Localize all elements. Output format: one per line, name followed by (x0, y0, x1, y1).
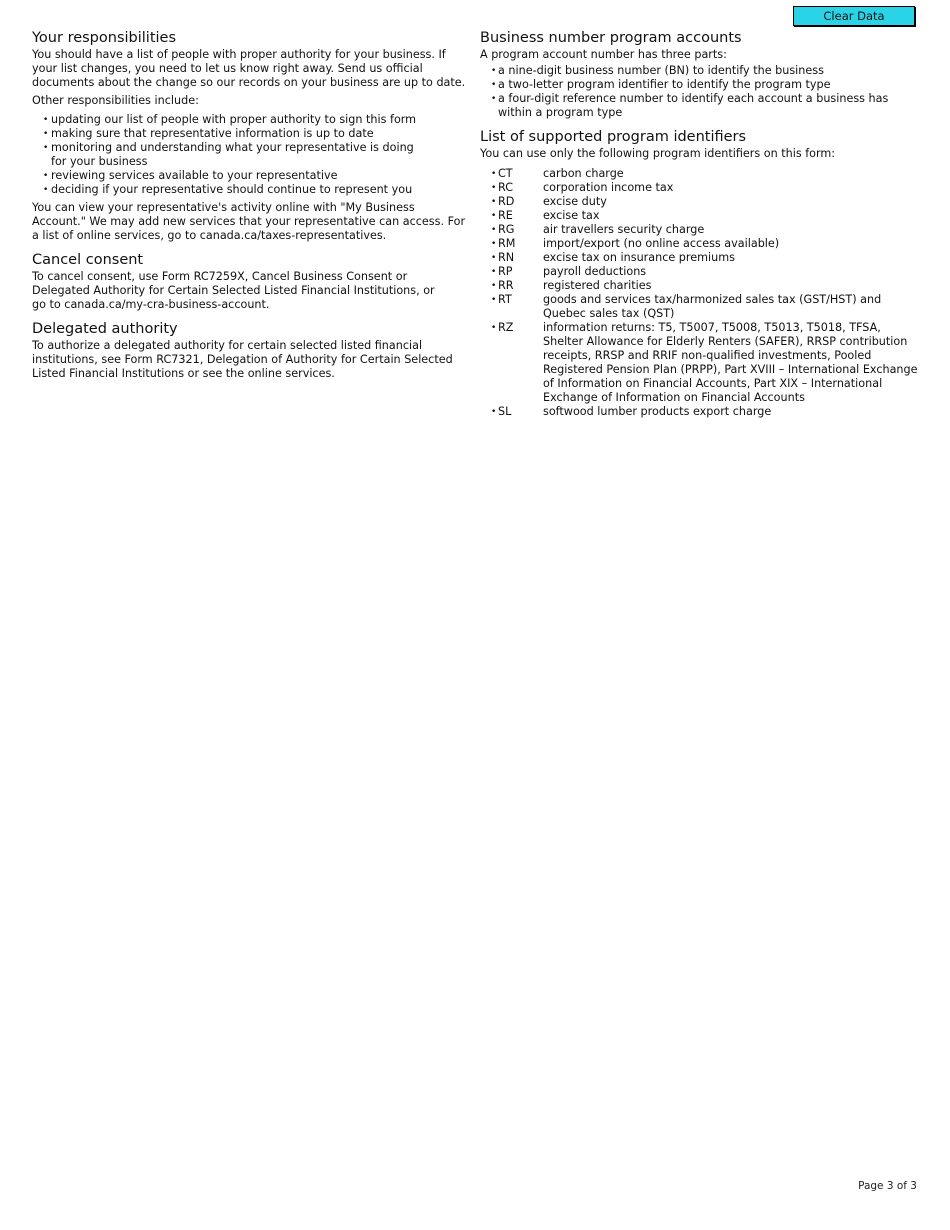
list-item (480, 209, 920, 223)
list-item (480, 265, 920, 279)
list-item (480, 279, 920, 293)
program-identifiers-list (480, 167, 920, 419)
clear-data-button[interactable]: Clear Data (793, 6, 915, 26)
list-item: • updating our list of people with proper authority to sign this form (32, 113, 468, 127)
delegated-authority-text: To authorize a delegated authority for certain selected listed financial institutions, see Form RC7321, Delegation of Authority for Certain Selected Listed Financial Institutions or see the online services. (32, 339, 453, 380)
cancel-consent-text: To cancel consent, use Form RC7259X, Cancel Business Consent or Delegated Authority for Certain Selected Listed Financial Institutions, or go to canada.ca/my-cra-business-account. (32, 270, 435, 311)
program-description: information returns: T5, T5007, T5008, T5013, T5018, TFSA, Shelter Allowance for Elderly Renters (SAFER), RRSP contribution receipts, RRSP and RRIF non-qualified investments, Pooled Registered Pension Plan (PRPP), Part XVIII – International Exchange of Information on Financial Accounts, Part XIX – International Exchange of Information on Financial Accounts (543, 321, 918, 404)
program-identifiers-intro: You can use only the following program identifiers on this form: (480, 147, 836, 160)
page-number: Page 3 of 3 (858, 1180, 917, 1192)
bn-parts-list (480, 64, 920, 120)
program-code: • SL (498, 405, 512, 418)
responsibilities-intro: You should have a list of people with proper authority for your business. If your list changes, you need to let us know right away. Send us official documents about the change so our records on your business are up to date. (32, 48, 466, 89)
list-item (480, 293, 920, 321)
bn-intro: A program account number has three parts: (480, 48, 727, 61)
list-item (480, 321, 920, 405)
program-description: corporation income tax (543, 181, 674, 194)
program-code: • RT (498, 293, 512, 306)
list-item (480, 181, 920, 195)
program-description: payroll deductions (543, 265, 647, 278)
list-item (480, 223, 920, 237)
bn-heading: Business number program accounts (480, 30, 742, 46)
list-item: • monitoring and understanding what your representative is doing for your business (32, 141, 468, 169)
left-column (32, 29, 468, 381)
online-services-text: You can view your representative's activity online with "My Business Account." We may add new services that your representative can access. For a list of online services, go to canada.ca/taxes-representatives. (32, 201, 466, 242)
list-item (480, 195, 920, 209)
bn-section (480, 29, 920, 120)
delegated-authority-heading: Delegated authority (32, 321, 178, 337)
delegated-authority-section (32, 320, 468, 381)
program-description: excise tax (543, 209, 600, 222)
program-code: • RP (498, 265, 513, 278)
program-code: • RR (498, 279, 514, 292)
cancel-consent-section (32, 251, 468, 312)
program-code: • RE (498, 209, 513, 222)
list-item: • a two-letter program identifier to identify the program type (480, 78, 920, 92)
program-code: • RZ (498, 321, 514, 334)
program-description: softwood lumber products export charge (543, 405, 772, 418)
program-description: registered charities (543, 279, 652, 292)
responsibilities-section (32, 29, 468, 243)
program-code: • RN (498, 251, 515, 264)
program-code: • RM (498, 237, 516, 250)
list-item: • a nine-digit business number (BN) to identify the business (480, 64, 920, 78)
program-description: goods and services tax/harmonized sales tax (GST/HST) and Quebec sales tax (QST) (543, 293, 882, 320)
program-identifiers-section (480, 128, 920, 419)
program-code: • RC (498, 181, 514, 194)
other-responsibilities-text: Other responsibilities include: (32, 94, 199, 107)
program-identifiers-heading: List of supported program identifiers (480, 129, 747, 145)
list-item: • reviewing services available to your representative (32, 169, 468, 183)
program-code: • CT (498, 167, 513, 180)
responsibilities-list (32, 113, 468, 197)
program-description: excise duty (543, 195, 607, 208)
list-item (480, 167, 920, 181)
program-code: • RG (498, 223, 515, 236)
list-item: • a four-digit reference number to identify each account a business has within a program type (480, 92, 920, 120)
right-column (480, 29, 920, 419)
program-description: air travellers security charge (543, 223, 705, 236)
list-item: • deciding if your representative should continue to represent you (32, 183, 468, 197)
program-code: • RD (498, 195, 515, 208)
list-item (480, 251, 920, 265)
program-description: carbon charge (543, 167, 624, 180)
list-item: • making sure that representative information is up to date (32, 127, 468, 141)
program-description: import/export (no online access available) (543, 237, 780, 250)
cancel-consent-heading: Cancel consent (32, 252, 144, 268)
responsibilities-heading: Your responsibilities (32, 30, 177, 46)
list-item (480, 405, 920, 419)
program-description: excise tax on insurance premiums (543, 251, 735, 264)
list-item (480, 237, 920, 251)
